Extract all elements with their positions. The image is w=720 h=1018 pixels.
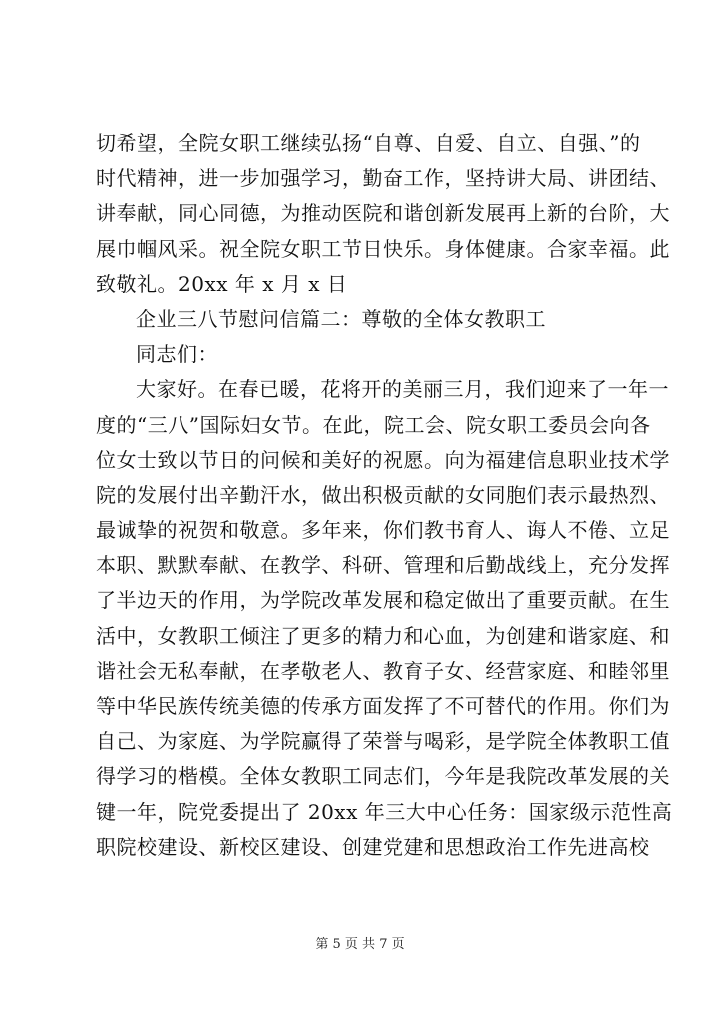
- text-line: 自己、为家庭、为学院赢得了荣誉与喝彩，是学院全体教职工值: [96, 729, 670, 754]
- text-line: 键一年，院党委提出了 20xx 年三大中心任务：国家级示范性高: [96, 799, 673, 824]
- text-line: 度的“三八”国际妇女节。在此，院工会、院女职工委员会向各: [96, 412, 651, 437]
- section-heading: 企业三八节慰问信篇二：尊敬的全体女教职工: [136, 306, 546, 331]
- salutation: 同志们：: [136, 342, 218, 367]
- text-line: 院的发展付出辛勤汗水，做出积极贡献的女同胞们表示最热烈、: [96, 482, 670, 507]
- text-line: 了半边天的作用，为学院改革发展和稳定做出了重要贡献。在生: [96, 588, 670, 613]
- text-line: 等中华民族传统美德的传承方面发挥了不可替代的作用。你们为: [96, 694, 670, 718]
- text-line: 切希望，全院女职工继续弘扬“自尊、自爱、自立、自强、”的: [96, 131, 641, 155]
- text-line: 讲奉献，同心同德，为推动医院和谐创新发展再上新的台阶，大: [96, 201, 670, 226]
- text-line: 致敬礼。20xx 年 x 月 x 日: [96, 271, 348, 296]
- text-line: 得学习的楷模。全体女教职工同志们，今年是我院改革发展的关: [96, 764, 670, 789]
- text-line: 最诚挚的祝贺和敬意。多年来，你们教书育人、诲人不倦、立足: [96, 518, 670, 543]
- text-line: 本职、默默奉献、在教学、科研、管理和后勤战线上，充分发挥: [96, 553, 670, 578]
- text-line: 大家好。在春已暖，花将开的美丽三月，我们迎来了一年一: [136, 377, 669, 402]
- text-line: 时代精神，进一步加强学习，勤奋工作，坚持讲大局、讲团结、: [96, 166, 670, 191]
- text-line: 职院校建设、新校区建设、创建党建和思想政治工作先进高校: [96, 834, 650, 859]
- page-footer: [0, 933, 720, 952]
- text-line: 位女士致以节日的问候和美好的祝愿。向为福建信息职业技术学: [96, 447, 670, 472]
- document-body: [96, 126, 673, 865]
- text-line: 谐社会无私奉献，在孝敬老人、教育子女、经营家庭、和睦邻里: [96, 658, 670, 683]
- page-number: 第 5 页 共 7 页: [315, 937, 405, 952]
- text-line: 活中，女教职工倾注了更多的精力和心血，为创建和谐家庭、和: [96, 623, 670, 648]
- text-line: 展巾帼风采。祝全院女职工节日快乐。身体健康。合家幸福。此: [96, 236, 670, 261]
